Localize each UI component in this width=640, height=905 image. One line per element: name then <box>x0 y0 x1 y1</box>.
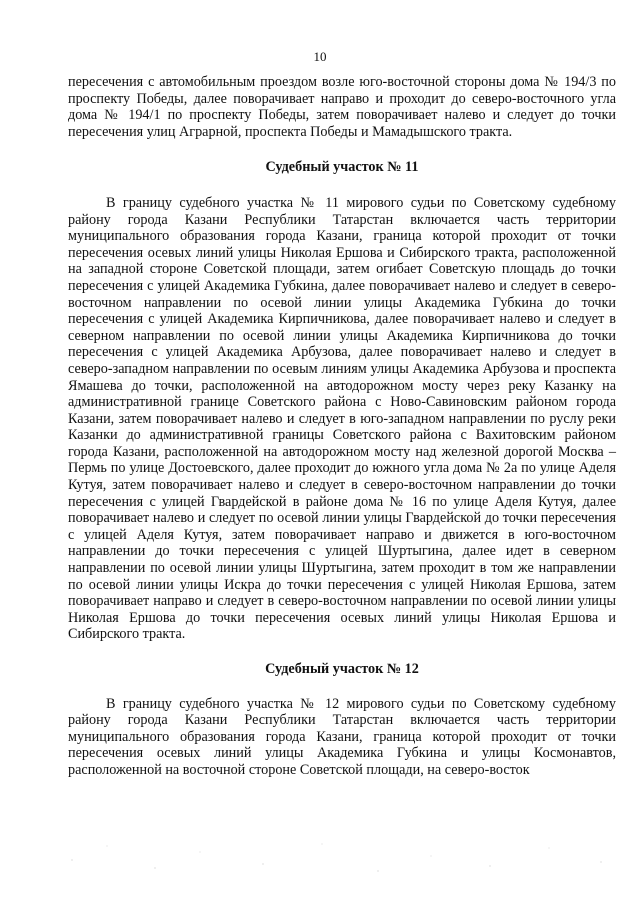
page-number: 10 <box>313 49 327 64</box>
scan-noise <box>60 838 620 878</box>
section-heading-11: Судебный участок № 11 <box>265 159 419 176</box>
section-heading-12: Судебный участок № 12 <box>265 661 419 677</box>
intro-paragraph: пересечения с автомобильным проездом возле юго-восточной стороны дома № 194/3 по проспекту Победы, далее поворачивает направо и проходит до северо-восточного угла дома № 194/1 по проспекту Победы, затем поворачивает налево и следует до точки пересечения улиц Аграрной, проспекта Победы и Мамадышского тракта. <box>68 74 616 140</box>
section-body-11: В границу судебного участка № 11 мирового судьи по Советскому судебному району города Казани Республики Татарстан включается часть территории муниципального образования города Казани, граница которой проходит от точки пересечения осевых линий улицы Николая Ершова и Сибирского тракта, расположенной на западной стороне Советской площади, затем огибает Советскую площадь до точки пересечения с улицей Академика Губкина, далее поворачивает налево и следует в северо-восточном направлении по осевой линии улицы Академика Губкина до точки пересечения с улицей Академика Кирпичникова, далее поворачивает налево и следует в северном направлении по осевой линии улицы Академика Кирпичникова до точки пересечения с улицей Академика Арбузова, далее поворачивает налево и следует в северо-западном направлении по осевым линиям улицы Академика Арбузова и проспекта Ямашева до точки, расположенной на автодорожном мосту через реку Казанку на административной границе Советского района с Ново-Савиновским районом города Казани, затем поворачивает налево и следует в юго-западном направлении по руслу реки Казанки до административной границы Советского района с Вахитовским районом города Казани, расположенной на автодорожном мосту над железной дорогой Москва – Пермь по улице Достоевского, далее проходит до южного угла дома № 2а по улице Аделя Кутуя, затем поворачивает налево и следует в северо-восточном направлении до точки пересечения с улицей Гвардейской в районе дома № 16 по улице Аделя Кутуя, далее поворачивает налево и следует по осевой линии улицы Гвардейской до точки пересечения с улицей Аделя Кутуя, затем поворачивает направо и движется в юго-восточном направлении до точки пересечения с улицей Шуртыгина, далее идет в северном направлении по осевой линии улицы Шуртыгина, затем проходит в том же направлении по осевой линии улицы Искра до точки пересечения с улицей Николая Ершова, затем поворачивает направо и следует в северо-восточном направлении по осевой линии улицы Николая Ершова до точки пересечения осевых линий улицы Николая Ершова и Сибирского тракта. <box>68 194 616 643</box>
section-body-12: В границу судебного участка № 12 мирового судьи по Советскому судебному району города Казани Республики Татарстан включается часть территории муниципального образования города Казани, граница которой проходит от точки пересечения осевых линий улицы Академика Губкина и улицы Космонавтов, расположенной на восточной стороне Советской площади, на северо-восток <box>68 695 616 778</box>
document-body <box>68 74 616 779</box>
